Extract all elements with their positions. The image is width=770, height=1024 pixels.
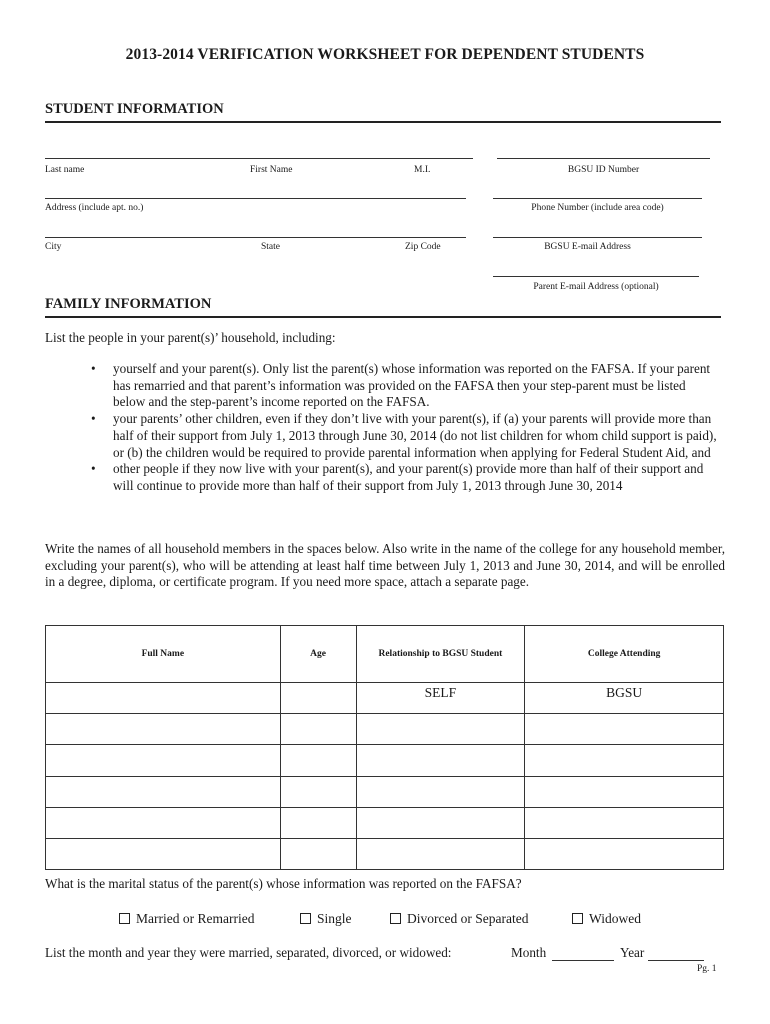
college-cell[interactable] xyxy=(525,838,724,869)
relationship-cell[interactable] xyxy=(356,838,525,869)
option-label: Divorced or Separated xyxy=(407,911,529,926)
college-cell[interactable] xyxy=(525,776,724,807)
table-row xyxy=(46,714,724,745)
table-row xyxy=(46,776,724,807)
section-divider xyxy=(45,121,721,123)
year-label: Year xyxy=(620,945,645,960)
college-cell[interactable]: BGSU xyxy=(525,683,724,714)
full-name-cell[interactable] xyxy=(46,683,281,714)
address-line[interactable] xyxy=(45,198,466,199)
bgsu-email-line[interactable] xyxy=(493,237,702,238)
parent-email-line[interactable] xyxy=(493,276,699,277)
option-divorced-separated[interactable] xyxy=(390,911,528,927)
zip-code-label: Zip Code xyxy=(405,242,441,252)
full-name-cell[interactable] xyxy=(46,714,281,745)
full-name-cell[interactable] xyxy=(46,776,281,807)
header-college-attending: College Attending xyxy=(525,626,724,683)
divorced-checkbox[interactable] xyxy=(390,913,401,924)
college-cell[interactable] xyxy=(525,745,724,776)
state-label: State xyxy=(261,242,280,252)
month-label: Month xyxy=(511,945,547,960)
full-name-cell[interactable] xyxy=(46,838,281,869)
widowed-checkbox[interactable] xyxy=(572,913,583,924)
section-divider xyxy=(45,316,721,318)
household-instructions: Write the names of all household members in the spaces below. Also write in the name of the college for any household member, excluding your parent(s), who will be attending at least half time between July 1, 2013 and June 30, 2014, and will be enrolled in a degree, diploma, or certificate program. If you need more space, attach a separate page. xyxy=(45,541,725,590)
phone-line[interactable] xyxy=(493,198,702,199)
single-checkbox[interactable] xyxy=(300,913,311,924)
bgsu-id-line[interactable] xyxy=(497,158,710,159)
list-item: • your parents’ other children, even if they don’t live with your parent(s), if (a) your parents will provide more than half of their support from July 1, 2013 through June 30, 2014 (do not list children for whom child support is paid), or (b) the children would be required to provide parental information when applying for Federal Student Aid, and xyxy=(91,411,721,461)
college-cell[interactable] xyxy=(525,714,724,745)
option-married[interactable] xyxy=(119,911,254,927)
table-row xyxy=(46,683,724,714)
option-widowed[interactable] xyxy=(572,911,641,927)
option-label: Married or Remarried xyxy=(136,911,255,926)
page-title: 2013-2014 VERIFICATION WORKSHEET FOR DEPENDENT STUDENTS xyxy=(125,46,645,63)
relationship-cell[interactable]: SELF xyxy=(356,683,525,714)
option-single[interactable] xyxy=(300,911,352,927)
table-header-row xyxy=(46,626,724,683)
year-input-line[interactable] xyxy=(648,960,704,961)
header-full-name: Full Name xyxy=(46,626,281,683)
full-name-cell[interactable] xyxy=(46,745,281,776)
first-name-label: First Name xyxy=(250,165,293,175)
marital-status-question: What is the marital status of the parent(s) whose information was reported on the FAFSA? xyxy=(45,876,522,891)
relationship-cell[interactable] xyxy=(356,714,525,745)
header-relationship: Relationship to BGSU Student xyxy=(356,626,525,683)
option-label: Widowed xyxy=(589,911,641,926)
age-cell[interactable] xyxy=(280,776,356,807)
list-item: • yourself and your parent(s). Only list the parent(s) whose information was reported on the FAFSA. If your parent has remarried and that parent’s information was provided on the FAFSA then your step-parent must be listed below and the step-parent’s income reported on the FAFSA. xyxy=(91,361,721,411)
marital-date-prompt: List the month and year they were married, separated, divorced, or widowed: xyxy=(45,945,452,960)
parent-email-label: Parent E-mail Address (optional) xyxy=(533,282,659,292)
table-row xyxy=(46,838,724,869)
relationship-cell[interactable] xyxy=(356,807,525,838)
list-item: • other people if they now live with your parent(s), and your parent(s) provide more than half of their support and will continue to provide more than half of their support from July 1, 2013 through June 30, 2014 xyxy=(91,461,721,494)
student-information-heading: STUDENT INFORMATION xyxy=(45,101,224,117)
last-name-label: Last name xyxy=(45,165,85,175)
middle-initial-label: M.I. xyxy=(414,165,431,175)
bgsu-id-label: BGSU ID Number xyxy=(567,165,640,175)
bgsu-email-label: BGSU E-mail Address xyxy=(544,242,631,252)
age-cell[interactable] xyxy=(280,838,356,869)
relationship-cell[interactable] xyxy=(356,745,525,776)
relationship-cell[interactable] xyxy=(356,776,525,807)
table-row xyxy=(46,745,724,776)
age-cell[interactable] xyxy=(280,714,356,745)
month-input-line[interactable] xyxy=(552,960,614,961)
age-cell[interactable] xyxy=(280,745,356,776)
married-checkbox[interactable] xyxy=(119,913,130,924)
city-label: City xyxy=(45,242,62,252)
option-label: Single xyxy=(317,911,352,926)
college-cell[interactable] xyxy=(525,807,724,838)
household-criteria-list xyxy=(91,361,721,495)
table-row xyxy=(46,807,724,838)
address-label: Address (include apt. no.) xyxy=(45,203,144,213)
header-age: Age xyxy=(280,626,356,683)
household-members-table xyxy=(45,625,724,870)
page-number: Pg. 1 xyxy=(697,964,717,974)
age-cell[interactable] xyxy=(280,683,356,714)
full-name-cell[interactable] xyxy=(46,807,281,838)
household-intro: List the people in your parent(s)’ household, including: xyxy=(45,330,336,345)
city-state-zip-line[interactable] xyxy=(45,237,466,238)
phone-label: Phone Number (include area code) xyxy=(531,203,664,213)
family-information-heading: FAMILY INFORMATION xyxy=(45,296,212,312)
name-line[interactable] xyxy=(45,158,473,159)
age-cell[interactable] xyxy=(280,807,356,838)
